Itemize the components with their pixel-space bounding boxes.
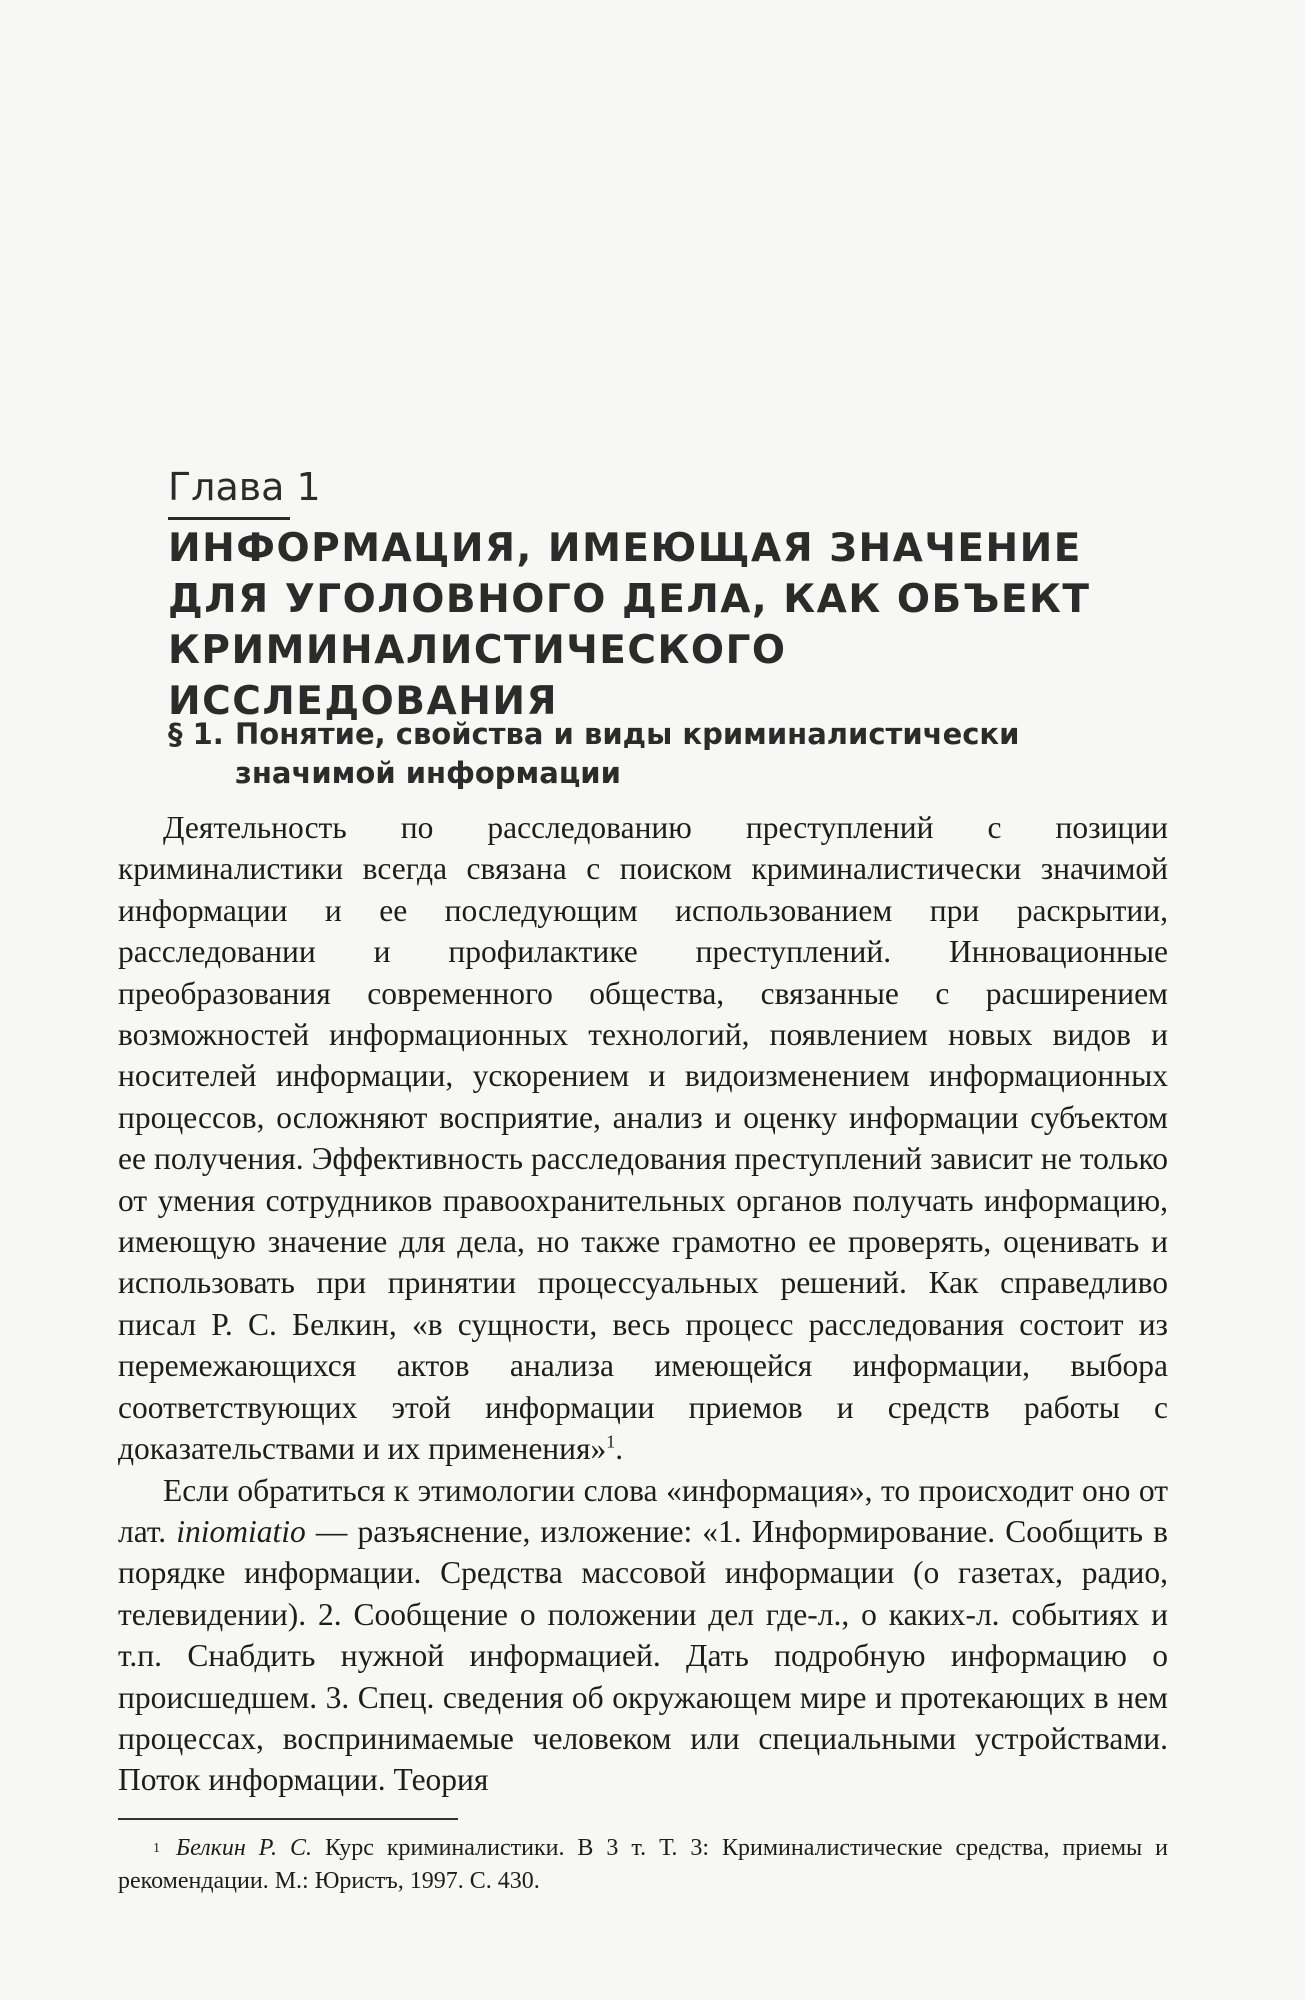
chapter-title-line: ДЛЯ УГОЛОВНОГО ДЕЛА, КАК ОБЪЕКТ: [168, 577, 1091, 622]
chapter-title-line: КРИМИНАЛИСТИЧЕСКОГО ИССЛЕДОВАНИЯ: [168, 628, 787, 724]
footnote-author: Белкин Р. С.: [176, 1835, 313, 1861]
paragraph: [118, 1470, 1168, 1801]
latin-term: iniomiatio: [176, 1513, 306, 1549]
paragraph-text: Деятельность по расследованию преступлений с позиции криминалистики всегда связана с поиском криминалистически значимой информации и ее последующим использованием при раскрытии, расследовании и профилактике преступлений. Инновационные преобразования современного общества, связанные с расширением возможностей информационных технологий, появлением новых видов и носителей информации, ускорением и видоизменением информационных процессов, осложняют восприятие, анализ и оценку информации субъектом ее получения. Эффективность расследования преступлений зависит не только от умения сотрудников правоохранительных органов получать информацию, имеющую значение для дела, но также грамотно ее проверять, оценивать и использовать при принятии процессуальных решений. Как справедливо писал Р. С. Белкин, «в сущности, весь процесс расследования состоит из перемежающихся актов анализа имеющейся информации, выбора соответствующих этой информации приемов и средств работы с доказательствами и их применения»: [118, 810, 1168, 1467]
chapter-label: Глава 1: [168, 465, 321, 509]
footnote: [118, 1832, 1168, 1898]
section-heading: [168, 715, 1068, 793]
paragraph: [118, 807, 1168, 1470]
paragraph-text: .: [615, 1431, 624, 1467]
body-text: [118, 807, 1168, 1801]
footnote-separator: [118, 1818, 458, 1820]
paragraph-text: — разъяснение, изложение: «1. Информирование. Сообщить в порядке информации. Средства массовой информации (о газетах, радио, телевидении). 2. Сообщение о положении дел где-л., о каких-л. событиях и т.п. Снабдить нужной информацией. Дать подробную информацию о происшедшем. 3. Спец. сведения об окружающем мире и протекающих в нем процессах, воспринимаемые человеком или специальными устройствами. Поток информации. Теория: [118, 1513, 1168, 1798]
chapter-title: [168, 523, 1168, 727]
footnote-reference[interactable]: 1: [606, 1431, 616, 1452]
section-number: § 1.: [168, 717, 224, 751]
footnote-marker: 1: [153, 1841, 160, 1856]
paragraph-text: Если обратиться к этимологии слова «информация», то происходит оно от лат.: [118, 1472, 1168, 1549]
section-title-line: Понятие, свойства и виды криминалистически: [235, 717, 1020, 751]
chapter-label-underline: [168, 517, 290, 520]
section-title-line: значимой информации: [235, 756, 621, 790]
chapter-title-line: ИНФОРМАЦИЯ, ИМЕЮЩАЯ ЗНАЧЕНИЕ: [168, 526, 1082, 571]
footnote-text: Курс криминалистики. В 3 т. Т. 3: Криминалистические средства, приемы и рекомендации. М.: Юристъ, 1997. С. 430.: [118, 1835, 1168, 1894]
